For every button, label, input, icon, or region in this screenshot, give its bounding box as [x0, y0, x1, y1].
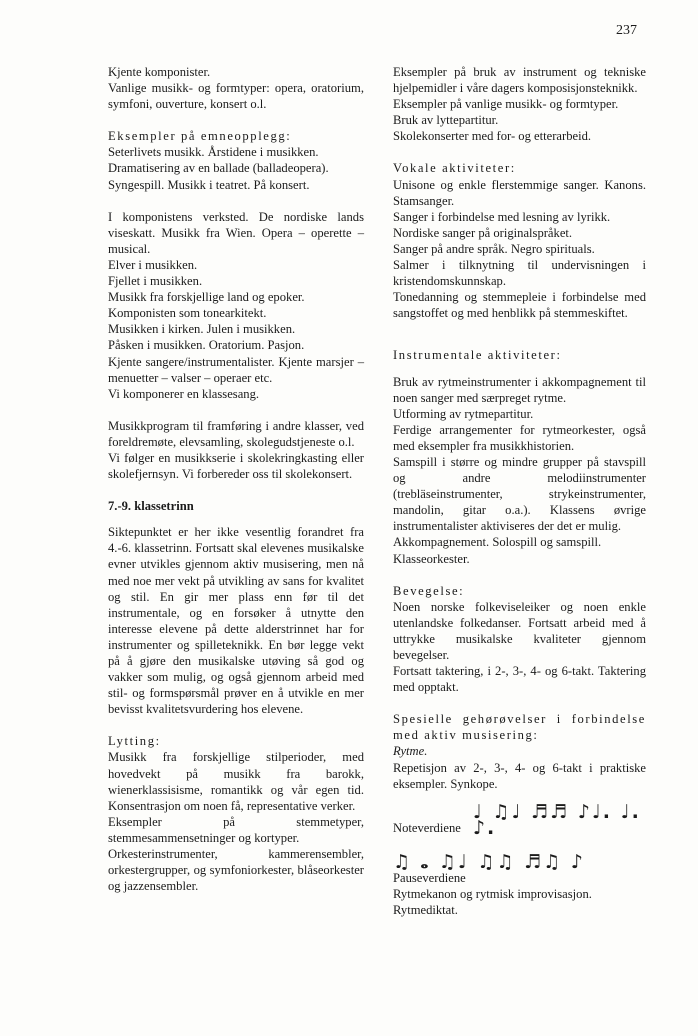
paragraph: Eksempler på vanlige musikk- og formtyper. [393, 97, 619, 112]
spacer [393, 695, 646, 711]
paragraph: Unisone og enkle flerstemmige sanger. Kanons. Stamsanger. [393, 177, 646, 208]
paragraph: Musikken i kirken. Julen i musikken. [108, 322, 296, 337]
paragraph: Akkompagnement. Solospill og samspill. [393, 535, 602, 550]
note-values-label: Noteverdiene [393, 820, 461, 835]
paragraph: Ferdige arrangementer for rytmeorkester, også med eksempler fra musikkhistorien. [393, 422, 646, 453]
paragraph: Salmer i tilknytning til undervisningen i kristendomskunnskap. [393, 258, 646, 289]
paragraph: Musikk fra forskjellige stilperioder, med hovedvekt på musikk fra barokk, wienerklassisisme, romantikk og vår egen tid. Konsentrasjon om noen få, representative verker. [108, 750, 364, 813]
paragraph: Klasseorkester. [393, 551, 470, 566]
page-number: 237 [616, 23, 637, 38]
spacer [108, 482, 364, 498]
spacer [393, 567, 646, 583]
paragraph: Skolekonserter med for- og etterarbeid. [393, 129, 592, 144]
section-heading: Spesielle gehørøvelser i forbindelse med aktiv musisering: [393, 712, 646, 743]
paragraph: Elver i musikken. [108, 257, 198, 272]
spacer [108, 514, 364, 524]
spacer [393, 321, 646, 337]
paragraph: Sanger i forbindelse med lesning av lyrikk. [393, 209, 611, 224]
paragraph: Kjente sangere/instrumentalister. Kjente marsjer – menuetter – valser – operaer etc. [108, 354, 364, 385]
paragraph: Musikk fra forskjellige land og epoker. [108, 290, 305, 305]
spacer [108, 112, 364, 128]
spacer [393, 364, 646, 374]
paragraph: Komponisten som tonearkitekt. [108, 306, 267, 321]
note-glyphs-row-2: ♫ 𝅝 ♫♩ ♫♫ ♬♫ ♪ [393, 850, 585, 873]
paragraph: Nordiske sanger på originalspråket. [393, 225, 573, 240]
paragraph: Rytmediktat. [393, 902, 458, 917]
paragraph: Vanlige musikk- og formtyper: opera, oratorium, symfoni, ouverture, konsert o.l. [108, 81, 364, 112]
right-column [393, 64, 646, 918]
grade-heading: 7.-9. klassetrinn [108, 499, 194, 514]
paragraph: Vi følger en musikkserie i skolekringkasting eller skolefjernsyn. Vi forbereder oss til skolekonsert. [108, 450, 364, 482]
paragraph: Dramatisering av en ballade (balladeopera). [108, 161, 329, 176]
spacer [108, 402, 364, 418]
section-heading: Bevegelse: [393, 583, 465, 598]
spacer [108, 193, 364, 209]
section-heading: Eksempler på emneopplegg: [108, 129, 292, 144]
spacer [108, 717, 364, 733]
paragraph: Vi komponerer en klassesang. [108, 386, 260, 401]
paragraph: Bruk av lyttepartitur. [393, 113, 499, 128]
note-glyphs-row-1: ♩ ♫♩ ♬♬ ♪♩. ♩. ♪. [472, 800, 641, 839]
paragraph: Eksempler på bruk av instrument og tekniske hjelpemidler i våre dagers komposisjonsteknikk. [393, 65, 646, 96]
paragraph: Eksempler på stemmetyper, stemmesammensetninger og kortyper. [108, 814, 364, 845]
paragraph: Kjente komponister. [108, 65, 211, 79]
paragraph: Utforming av rytmepartitur. [393, 406, 534, 421]
paragraph: Samspill i større og mindre grupper på stavspill og andre melodiinstrumenter (trebläseinstrumenter, strykeinstrumenter, mandolin, gitar o.a.). Klassens øvrige instrumentalister aktiviseres der det er mulig. [393, 454, 646, 534]
paragraph: Bruk av rytmeinstrumenter i akkompagnement til noen sanger med særpreget rytme. [393, 374, 646, 405]
left-column [108, 64, 364, 894]
paragraph: Pauseverdiene [393, 870, 466, 885]
paragraph: Musikkprogram til framføring i andre klasser, ved foreldremøte, elevsamling, skolegudstjeneste o.l. [108, 418, 364, 449]
paragraph: Tonedanning og stemmepleie i forbindelse med sangstoffet og med henblikk på stemmeskiftet. [393, 290, 646, 321]
subheading: Rytme. [393, 744, 428, 759]
paragraph: Noen norske folkeviseleiker og noen enkle utenlandske folkedanser. Fortsatt arbeid med å uttrykke musikalske kvaliteter gjennom bevegelser. [393, 599, 646, 662]
paragraph: Fjellet i musikken. [108, 274, 203, 289]
paragraph: Sanger på andre språk. Negro spirituals. [393, 241, 595, 256]
section-heading: Vokale aktiviteter: [393, 161, 516, 176]
paragraph: Fortsatt taktering, i 2-, 3-, 4- og 6-takt. Taktering med opptakt. [393, 664, 646, 695]
paragraph: Repetisjon av 2-, 3-, 4- og 6-takt i praktiske eksempler. Synkope. [393, 760, 646, 791]
paragraph: Syngespill. Musikk i teatret. På konsert. [108, 177, 310, 192]
paragraph: Seterlivets musikk. Årstidene i musikken. [108, 145, 319, 160]
spacer [393, 337, 646, 347]
paragraph: Siktepunktet er her ikke vesentlig forandret fra 4.-6. klassetrinn. Fortsatt skal elevenes musikalske evner utvikles gjennom aktiv musisering, men nå med noe mer vekt på utvikling av sans for kvalitet og stil. En gir mer plass enn før til det instrumentale, og en forsøker å utnytte den interesse elevene på dette alderstrinnet har for instrumenter og spilleteknikk. En bør legge vekt på å gjøre den musikalske utøving så god og vakker som mulig, og også gjennom arbeid med stil- og formspørsmål prøver en å utvikle en mer bevisst kvalitetsvurdering hos elevene. [108, 525, 364, 717]
note-values [393, 800, 646, 873]
section-heading: Lytting: [108, 734, 161, 749]
paragraph: Påsken i musikken. Oratorium. Pasjon. [108, 338, 305, 353]
paragraph: Orkesterinstrumenter, kammerensembler, orkestergrupper, og symfoniorkester, blåseorkester og jazzensembler. [108, 847, 364, 894]
paragraph: Rytmekanon og rytmisk improvisasjon. [393, 886, 592, 901]
section-heading: Instrumentale aktiviteter: [393, 348, 562, 363]
paragraph: I komponistens verksted. De nordiske lands viseskatt. Musikk fra Wien. Opera – operette – musical. [108, 209, 364, 256]
spacer [393, 144, 646, 160]
